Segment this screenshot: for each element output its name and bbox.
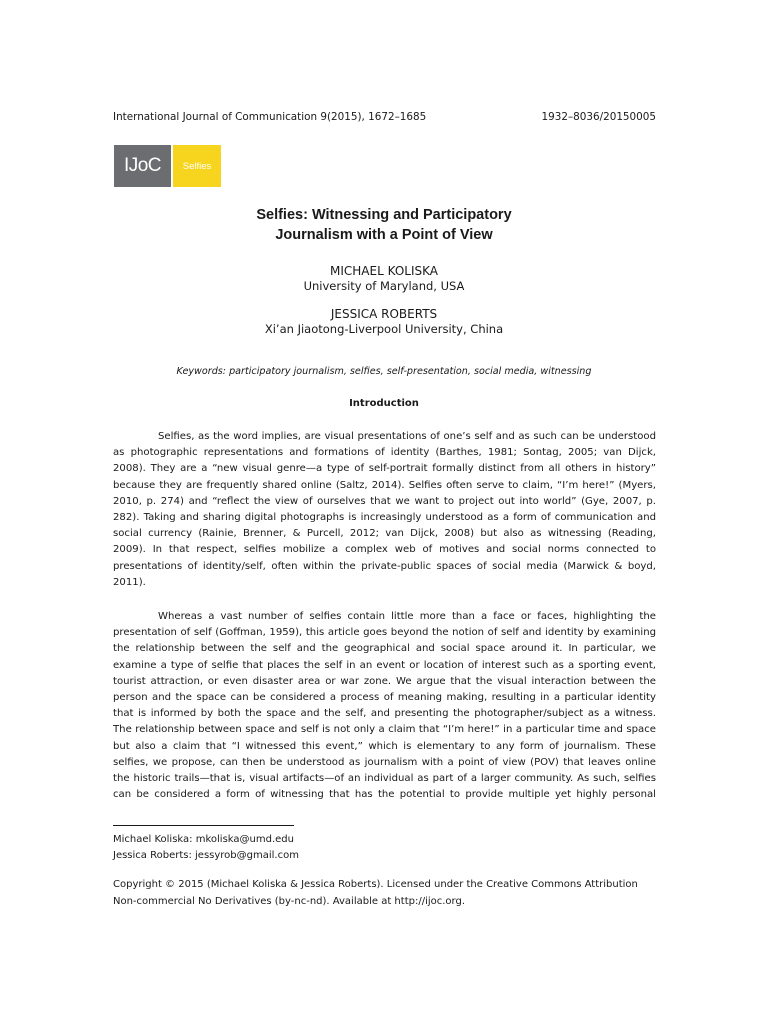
text-line: but also a claim that “I witnessed this event,” which is elementary to any form of journalism. These [113, 740, 656, 752]
author-affiliation: University of Maryland, USA [303, 279, 465, 293]
author-name: JESSICA ROBERTS [330, 307, 438, 321]
text-line: examine a type of selfie that places the self in an event or location of interest such as a sporting event, [113, 659, 656, 671]
title-line-2: Journalism with a Point of View [275, 227, 493, 243]
title-line-1: Selfies: Witnessing and Participatory [256, 207, 512, 223]
text-line: the relationship between the self and the geographical and social space around it. In particular, we [113, 643, 656, 655]
text-line: tourist attraction, or even disaster area or war zone. We argue that the visual interaction between the [113, 675, 656, 687]
text-line: presentations of identity/self, often within the private-public spaces of social media (Marwick & boyd, [113, 560, 656, 572]
text-line: 2011). [113, 576, 146, 588]
text-line: selfies, we propose, can then be understood as journalism with a point of view (POV) that leaves online [113, 756, 656, 768]
text-line: social currency (Rainie, Brenner, & Purcell, 2012; van Dijck, 2008) but also as witnessing (Reading, [113, 528, 656, 540]
running-header [113, 111, 656, 123]
text-line: person and the space can be considered a process of meaning making, resulting in a particular identity [113, 691, 656, 703]
text-line: Whereas a vast number of selfies contain little more than a face or faces, highlighting the [158, 611, 656, 622]
keywords-line: Keywords: participatory journalism, selfies, self-presentation, social media, witnessing [176, 366, 592, 377]
text-line: 2008). They are a “new visual genre—a type of self-portrait formally distinct from all others in history” [113, 463, 656, 475]
copyright-line-2: Non-commercial No Derivatives (by-nc-nd). Available at http://ijoc.org. [113, 895, 465, 907]
logo-section-tag: Selfies [173, 145, 221, 187]
text-line: that is informed by both the space and the self, and presenting the photographer/subject as a witness. [113, 708, 656, 720]
footnote-divider [113, 825, 294, 826]
journal-citation: International Journal of Communication 9(2015), 1672–1685 [113, 111, 427, 123]
section-heading: Introduction [349, 398, 419, 409]
text-line: Selfies, as the word implies, are visual presentations of one’s self and as such can be understood [158, 431, 656, 442]
text-line: can be considered a form of witnessing that has the potential to provide multiple yet highly personal [113, 789, 656, 801]
text-line: because they are frequently shared online (Saltz, 2014). Selfies often serve to claim, “I’m here!” (Myers, [113, 479, 656, 491]
footnote-email-roberts: Jessica Roberts: jessyrob@gmail.com [113, 850, 299, 861]
author-block-2 [0, 307, 768, 337]
author-name: MICHAEL KOLISKA [330, 264, 438, 278]
article-title [0, 205, 768, 245]
text-line: The relationship between space and self is not only a claim that “I’m here!” in a particular time and space [113, 724, 656, 736]
text-line: 2010, p. 274) and “reflect the view of ourselves that we want to project out into world” (Gye, 2007, p. [113, 495, 656, 507]
text-line: 282). Taking and sharing digital photographs is increasingly understood as a form of communication and [113, 511, 656, 523]
copyright-line-1: Copyright © 2015 (Michael Koliska & Jessica Roberts). Licensed under the Creative Commons Attribution [113, 879, 638, 890]
author-affiliation: Xi’an Jiaotong-Liverpool University, China [264, 322, 504, 336]
body-paragraph-1 [113, 429, 656, 591]
author-footnotes [113, 832, 656, 864]
text-line: presentation of self (Goffman, 1959), this article goes beyond the notion of self and identity by examining [113, 627, 656, 639]
author-block-1 [0, 264, 768, 294]
body-paragraph-2 [113, 609, 656, 803]
logo-mark: IJoC [114, 145, 171, 187]
text-line: the historic trails—that is, visual artifacts—of an individual as part of a larger community. As such, selfies [113, 772, 656, 784]
footnote-email-koliska: Michael Koliska: mkoliska@umd.edu [113, 834, 294, 845]
copyright-notice [113, 877, 656, 910]
text-line: 2009). In that respect, selfies mobilize a complex web of motives and social norms connected to [113, 544, 656, 556]
issn-number: 1932–8036/20150005 [541, 111, 656, 123]
text-line: as photographic representations and formations of identity (Barthes, 1981; Sontag, 2005; van Dijck, [113, 447, 656, 459]
ijoc-logo [114, 145, 221, 187]
